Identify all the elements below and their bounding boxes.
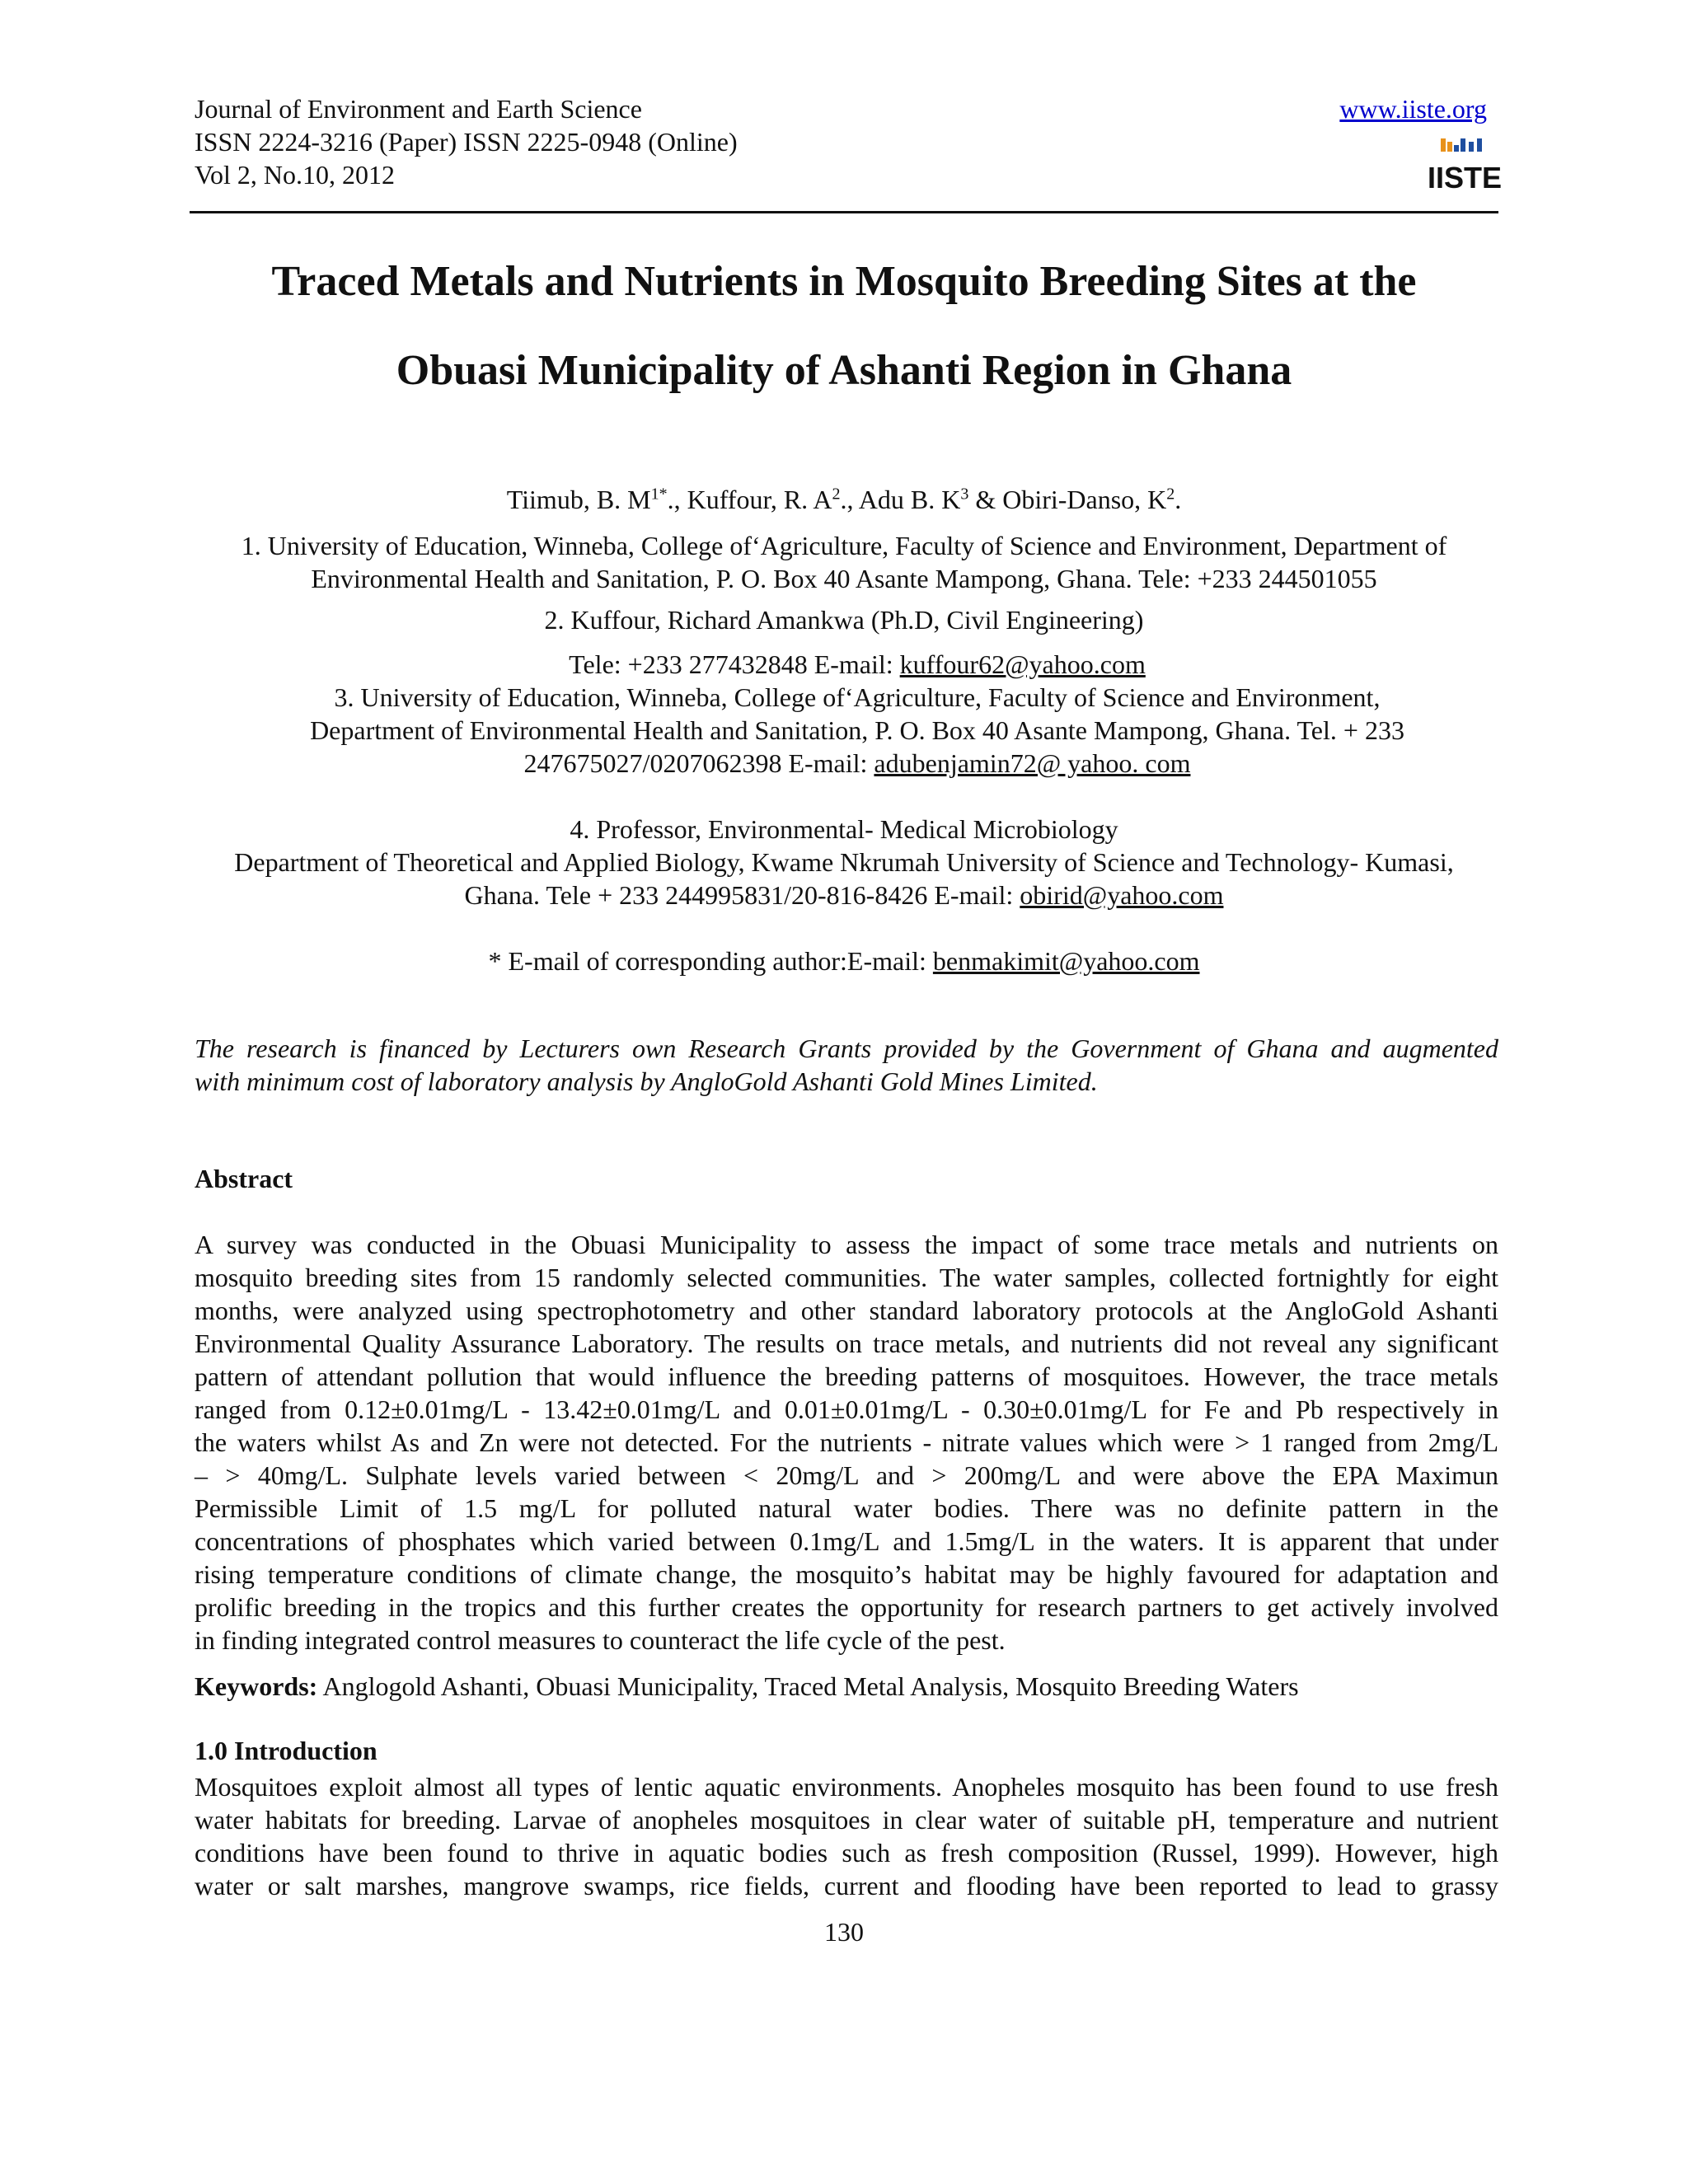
logo-text: IISTE xyxy=(1427,161,1503,194)
email-link-corresponding[interactable]: benmakimit@yahoo.com xyxy=(932,946,1200,976)
journal-volume: Vol 2, No.10, 2012 xyxy=(195,160,395,190)
journal-issn: ISSN 2224-3216 (Paper) ISSN 2225-0948 (Online) xyxy=(195,127,738,157)
journal-name: Journal of Environment and Earth Science xyxy=(195,94,642,124)
abstract-body: A survey was conducted in the Obuasi Municipality to assess the impact of some trace metals and nutrients on mosquito breeding sites from 15 randomly selected communities. The water samples, collected fortnightly for eight months, were analyzed using spectrophotometry and other standard laboratory protocols at the AngloGold Ashanti Environmental Quality Assurance Laboratory. The results on trace metals, and nutrients did not reveal any significant pattern of attendant pollution that would influence the breeding patterns of mosquitoes. However, the trace metals ranged from 0.12±0.01mg/L - 13.42±0.01mg/L and 0.01±0.01mg/L - 0.30±0.01mg/L for Fe and Pb respectively in the waters whilst As and Zn were not detected. For the nutrients - nitrate values which were > 1 ranged from 2mg/L – > 40mg/L. Sulphate levels varied between < 20mg/L and > 200mg/L and were above the EPA Maximun Permissible Limit of 1.5 mg/L for polluted natural water bodies. There was no definite pattern in the concentrations of phosphates which varied between 0.1mg/L and 1.5mg/L in the waters. It is apparent that under rising temperature conditions of climate change, the mosquito’s habitat may be highly favoured for adaptation and prolific breeding in the tropics and this further creates the opportunity for research partners to get actively involved in finding integrated control measures to counteract the life cycle of the pest. xyxy=(195,1230,1498,1655)
iiste-logo xyxy=(1427,137,1503,194)
page-number: 130 xyxy=(824,1917,864,1947)
keywords-label: Keywords: xyxy=(195,1671,318,1701)
affiliation-2-contact: Tele: +233 277432848 E-mail: kuffour62@yahoo.com xyxy=(569,649,1146,679)
email-link-obiri[interactable]: obirid@yahoo.com xyxy=(1020,880,1224,910)
email-link-kuffour[interactable]: kuffour62@yahoo.com xyxy=(899,649,1146,679)
email-link-adu[interactable]: adubenjamin72@ yahoo. com xyxy=(874,748,1191,778)
affiliation-3: 3. University of Education, Winneba, College of‘Agriculture, Faculty of Science and Environment, Department of Environmental Health and Sanitation, P. O. Box 40 Asante Mampong, Ghana. Tel. + 233 247675027/0207062398 E-mail: adubenjamin72@ yahoo. com xyxy=(310,682,1404,778)
abstract-heading: Abstract xyxy=(195,1164,293,1193)
keywords xyxy=(195,1670,1299,1703)
author-list: Tiimub, B. $M^{1*}$., Kuffour, R. $A^2$., Adu B. $K^3$ & Obiri-Danso, $K^2$. xyxy=(506,485,1182,514)
keywords-text: Anglogold Ashanti, Obuasi Municipality, Traced Metal Analysis, Mosquito Breeding Waters xyxy=(317,1671,1299,1701)
paper-title xyxy=(190,237,1498,415)
introduction-body: Mosquitoes exploit almost all types of lentic aquatic environments. Anopheles mosquito has been found to use fresh water habitats for breeding. Larvae of anopheles mosquitoes in clear water of suitable pH, temperature and nutrient conditions have been found to thrive in aquatic bodies such as fresh composition (Russel, 1999). However, high water or salt marshes, mangrove swamps, rice fields, current and flooding have been reported to lead to grassy xyxy=(195,1772,1498,1900)
journal-url-link[interactable]: www.iiste.org xyxy=(1339,94,1487,124)
title-line-2: Obuasi Municipality of Ashanti Region in Ghana xyxy=(396,347,1292,394)
funding-note: The research is financed by Lecturers own Research Grants provided by the Government of Ghana and augmented with minimum cost of laboratory analysis by AngloGold Ashanti Gold Mines Limited. xyxy=(195,1033,1498,1096)
title-line-1: Traced Metals and Nutrients in Mosquito Breeding Sites at the xyxy=(271,258,1417,305)
affiliation-1: 1. University of Education, Winneba, College of‘Agriculture, Faculty of Science and Environment, Department of Environmental Health and Sanitation, P. O. Box 40 Asante Mampong, Ghana. Tele: +233 244501055 xyxy=(241,531,1447,593)
introduction-heading: 1.0 Introduction xyxy=(195,1736,377,1765)
journal-header xyxy=(195,92,738,191)
affiliation-2: 2. Kuffour, Richard Amankwa (Ph.D, Civil Engineering) xyxy=(544,605,1144,635)
corresponding-author: * E-mail of corresponding author:E-mail: benmakimit@yahoo.com xyxy=(488,946,1200,976)
affiliation-4: 4. Professor, Environmental- Medical Microbiology Department of Theoretical and Applied Biology, Kwame Nkrumah University of Science and Technology- Kumasi, Ghana. Tele + 233 244995831/20-816-8426 E-mail: obirid@yahoo.com xyxy=(234,814,1454,910)
header-divider xyxy=(190,211,1498,213)
